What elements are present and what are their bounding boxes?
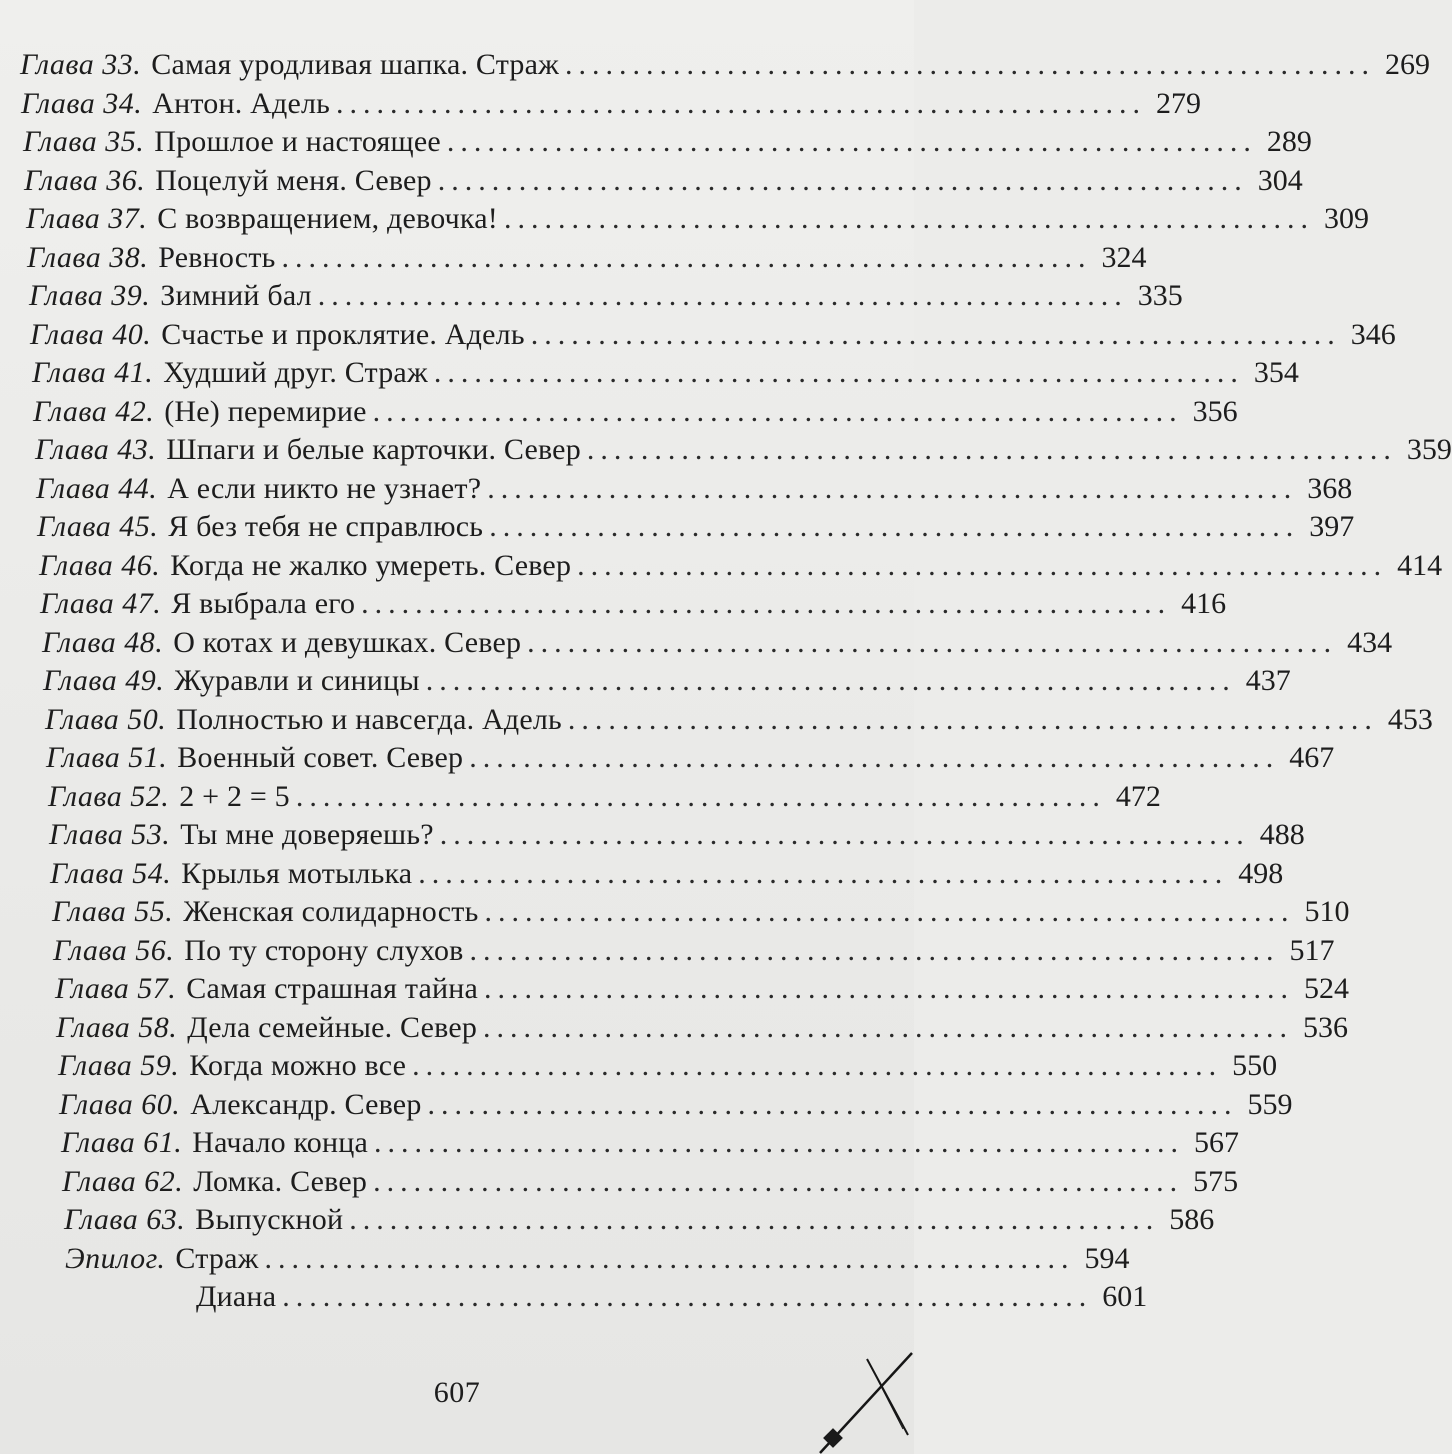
chapter-page-number: 510 — [1304, 895, 1350, 929]
chapter-label: Глава 48. — [42, 625, 164, 659]
toc-entry — [0, 816, 1305, 855]
chapter-title: Полностью и навсегда. Адель — [176, 702, 562, 736]
chapter-title: Военный совет. Север — [177, 741, 464, 775]
dot-leader: ............................................................ — [483, 1010, 1294, 1044]
chapter-title: Антон. Адель — [152, 86, 331, 120]
dot-leader: ............................................................ — [469, 933, 1280, 967]
chapter-page-number: 472 — [1115, 779, 1161, 813]
chapter-title: С возвращением, девочка! — [157, 202, 498, 236]
chapter-title: Когда можно все — [189, 1049, 407, 1083]
chapter-page-number: 324 — [1101, 240, 1147, 274]
chapter-title: Самая страшная тайна — [186, 972, 479, 1006]
toc-entry — [0, 855, 1284, 894]
chapter-label: Глава 57. — [55, 972, 177, 1006]
chapter-label: Глава 59. — [58, 1049, 180, 1083]
chapter-label: Глава 50. — [45, 702, 167, 736]
dot-leader: ............................................................ — [586, 433, 1397, 467]
chapter-title: Женская солидарность — [183, 895, 479, 929]
dot-leader: ............................................................ — [530, 317, 1341, 351]
toc-entry — [0, 277, 1183, 316]
chapter-page-number: 437 — [1245, 664, 1291, 698]
toc-entry — [0, 624, 1393, 663]
chapter-title: Самая уродливая шапка. Страж — [151, 48, 560, 82]
chapter-label: Глава 46. — [39, 548, 161, 582]
chapter-page-number: 304 — [1257, 163, 1303, 197]
dot-leader: ............................................................ — [469, 741, 1280, 775]
dot-leader: ............................................................ — [439, 818, 1250, 852]
chapter-label: Глава 39. — [29, 279, 151, 313]
dot-leader: ............................................................ — [433, 356, 1244, 390]
chapter-title: Крылья мотылька — [181, 856, 413, 890]
dot-leader: ............................................................ — [349, 1203, 1160, 1237]
toc-entry — [0, 739, 1335, 778]
chapter-label: Глава 35. — [23, 125, 145, 159]
dot-leader: ............................................................ — [487, 471, 1298, 505]
chapter-label: Глава 54. — [50, 856, 172, 890]
chapter-title: Поцелуй меня. Север — [155, 163, 432, 197]
dot-leader: ............................................................ — [484, 972, 1295, 1006]
chapter-label: Глава 56. — [53, 933, 175, 967]
toc-entry — [0, 1086, 1293, 1125]
chapter-title: Ревность — [158, 240, 276, 274]
toc-entry — [0, 547, 1443, 586]
dot-leader: ............................................................ — [489, 510, 1300, 544]
dot-leader: ............................................................ — [374, 1126, 1185, 1160]
chapter-label: Глава 44. — [36, 471, 158, 505]
toc-entry — [0, 393, 1238, 432]
chapter-title: Журавли и синицы — [174, 664, 420, 698]
chapter-page-number: 397 — [1309, 510, 1355, 544]
dot-leader: ............................................................ — [317, 279, 1128, 313]
toc-entry — [0, 470, 1353, 509]
toc-entry — [0, 46, 1431, 85]
chapter-page-number: 567 — [1194, 1126, 1240, 1160]
chapter-title: Александр. Север — [190, 1087, 422, 1121]
chapter-page-number: 559 — [1247, 1087, 1293, 1121]
chapter-page-number: 575 — [1193, 1164, 1239, 1198]
chapter-title: Когда не жалко умереть. Север — [170, 548, 572, 582]
chapter-page-number: 550 — [1232, 1049, 1278, 1083]
chapter-label: Глава 38. — [27, 240, 149, 274]
chapter-title: По ту сторону слухов — [184, 933, 464, 967]
toc-entry — [0, 662, 1291, 701]
dot-leader: ............................................................ — [264, 1241, 1075, 1275]
chapter-title: Прошлое и настоящее — [154, 125, 441, 159]
toc-entry — [0, 162, 1303, 201]
chapter-label: Глава 41. — [32, 356, 154, 390]
chapter-page-number: 309 — [1323, 202, 1369, 236]
chapter-page-number: 517 — [1289, 933, 1335, 967]
chapter-page-number: 488 — [1259, 818, 1305, 852]
chapter-label: Глава 62. — [62, 1164, 184, 1198]
chapter-page-number: 414 — [1397, 548, 1443, 582]
dot-leader: ............................................................ — [418, 856, 1229, 890]
chapter-title: Я выбрала его — [171, 587, 356, 621]
dot-leader: ............................................................ — [446, 125, 1257, 159]
chapter-page-number: 368 — [1307, 471, 1353, 505]
dot-leader: ............................................................ — [336, 86, 1147, 120]
toc-entry — [0, 85, 1202, 124]
chapter-label: Глава 58. — [56, 1010, 178, 1044]
chapter-title: Начало конца — [192, 1126, 369, 1160]
chapter-label: Глава 52. — [48, 779, 170, 813]
chapter-page-number: 359 — [1406, 433, 1452, 467]
toc-entry — [0, 1009, 1349, 1048]
toc-entry — [0, 123, 1312, 162]
toc-entry — [0, 893, 1350, 932]
chapter-label: Глава 33. — [20, 48, 142, 82]
chapter-label: Глава 61. — [61, 1126, 183, 1160]
toc-entry — [0, 431, 1452, 470]
chapter-title: Дела семейные. Север — [187, 1010, 478, 1044]
page-number: 607 — [433, 1376, 481, 1409]
dot-leader: ............................................................ — [361, 587, 1172, 621]
chapter-title: 2 + 2 = 5 — [179, 779, 290, 813]
table-of-contents — [0, 46, 1452, 1317]
chapter-label: Глава 40. — [30, 317, 152, 351]
toc-entry — [0, 932, 1335, 971]
chapter-title: Я без тебя не справлюсь — [168, 510, 484, 544]
chapter-page-number: 467 — [1289, 741, 1335, 775]
chapter-page-number: 289 — [1266, 125, 1312, 159]
chapter-label: Глава 63. — [64, 1203, 186, 1237]
chapter-label: Глава 43. — [35, 433, 157, 467]
toc-entry — [0, 970, 1350, 1009]
toc-entry — [0, 200, 1369, 239]
dot-leader: ............................................................ — [282, 1280, 1093, 1314]
chapter-label: Глава 53. — [49, 818, 171, 852]
toc-entry — [0, 701, 1433, 740]
chapter-title: Страж — [175, 1241, 259, 1275]
dot-leader: ............................................................ — [437, 163, 1248, 197]
toc-entry — [0, 1240, 1130, 1279]
chapter-page-number: 453 — [1387, 702, 1433, 736]
dot-leader: ............................................................ — [577, 548, 1388, 582]
chapter-page-number: 601 — [1102, 1280, 1148, 1314]
dot-leader: ............................................................ — [281, 240, 1092, 274]
chapter-title: О котах и девушках. Север — [173, 625, 522, 659]
chapter-page-number: 498 — [1238, 856, 1284, 890]
chapter-label: Глава 37. — [26, 202, 148, 236]
dot-leader: ............................................................ — [425, 664, 1236, 698]
dot-leader: ............................................................ — [295, 779, 1106, 813]
toc-entry — [0, 1047, 1278, 1086]
chapter-page-number: 434 — [1347, 625, 1393, 659]
dot-leader: ............................................................ — [373, 1164, 1184, 1198]
chapter-label: Эпилог. — [65, 1241, 166, 1275]
chapter-label: Глава 49. — [43, 664, 165, 698]
chapter-title: Худший друг. Страж — [163, 356, 428, 390]
chapter-title: Диана — [196, 1280, 277, 1314]
bookmark-ribbon-icon — [812, 1345, 914, 1454]
chapter-label: Глава 51. — [46, 741, 168, 775]
chapter-title: Ты мне доверяешь? — [180, 818, 434, 852]
chapter-page-number: 536 — [1303, 1010, 1349, 1044]
chapter-page-number: 416 — [1181, 587, 1227, 621]
chapter-label: Глава 47. — [40, 587, 162, 621]
chapter-page-number: 524 — [1304, 972, 1350, 1006]
dot-leader: ............................................................ — [527, 625, 1338, 659]
chapter-title: Ломка. Север — [193, 1164, 368, 1198]
toc-entry — [0, 508, 1355, 547]
toc-entry — [0, 1124, 1240, 1163]
chapter-title: А если никто не узнает? — [167, 471, 482, 505]
dot-leader: ............................................................ — [567, 702, 1378, 736]
chapter-page-number: 279 — [1156, 86, 1202, 120]
chapter-title: Счастье и проклятие. Адель — [161, 317, 525, 351]
toc-entry — [0, 1278, 1148, 1317]
chapter-label: Глава 34. — [21, 86, 143, 120]
chapter-label: Глава 45. — [37, 510, 159, 544]
chapter-label: Глава 60. — [59, 1087, 181, 1121]
chapter-page-number: 346 — [1350, 317, 1396, 351]
toc-entry — [0, 316, 1396, 355]
chapter-title: (Не) перемирие — [164, 394, 367, 428]
chapter-page-number: 269 — [1385, 48, 1431, 82]
chapter-label: Глава 42. — [33, 394, 155, 428]
toc-entry — [0, 1201, 1215, 1240]
dot-leader: ............................................................ — [412, 1049, 1223, 1083]
toc-entry — [0, 354, 1299, 393]
chapter-page-number: 586 — [1169, 1203, 1215, 1237]
toc-entry — [0, 585, 1227, 624]
chapter-label: Глава 36. — [24, 163, 146, 197]
dot-leader: ............................................................ — [565, 48, 1376, 82]
dot-leader: ............................................................ — [372, 394, 1183, 428]
dot-leader: ............................................................ — [484, 895, 1295, 929]
chapter-title: Шпаги и белые карточки. Север — [166, 433, 581, 467]
chapter-label: Глава 55. — [52, 895, 174, 929]
toc-entry — [0, 778, 1161, 817]
dot-leader: ............................................................ — [427, 1087, 1238, 1121]
chapter-page-number: 356 — [1192, 394, 1238, 428]
toc-entry — [0, 239, 1147, 278]
chapter-title: Выпускной — [195, 1203, 344, 1237]
toc-entry — [0, 1163, 1239, 1202]
chapter-page-number: 354 — [1253, 356, 1299, 390]
chapter-page-number: 335 — [1137, 279, 1183, 313]
dot-leader: ............................................................ — [503, 202, 1314, 236]
chapter-page-number: 594 — [1084, 1241, 1130, 1275]
chapter-title: Зимний бал — [160, 279, 312, 313]
